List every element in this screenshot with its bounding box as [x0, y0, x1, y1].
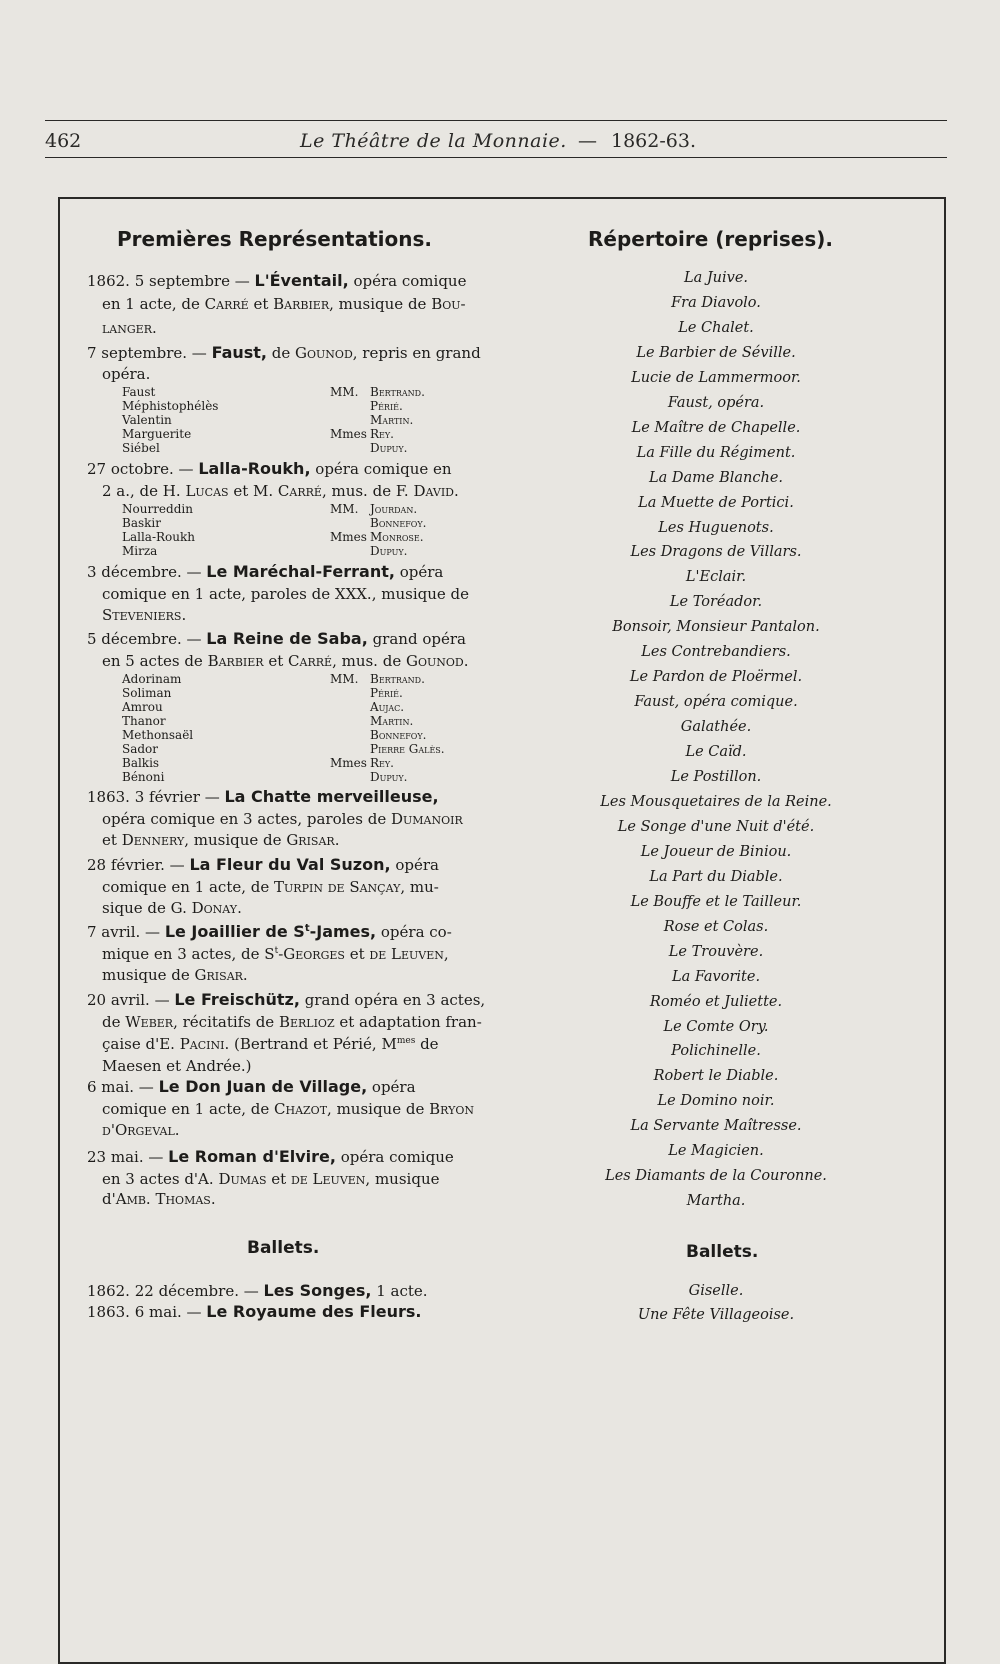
repertoire-item: Le Trouvère.: [668, 943, 764, 960]
repertoire-item: Le Comte Ory.: [663, 1018, 769, 1035]
header-season: 1862-63.: [611, 130, 696, 152]
repertoire-item: Les Huguenots.: [658, 519, 774, 536]
cast-prefix: MM.: [330, 672, 359, 686]
entry-chatte-line1: 1863. 3 février — La Chatte merveilleuse,: [87, 787, 439, 806]
ballet-item: Giselle.: [688, 1283, 744, 1299]
frame-right: [944, 197, 946, 1664]
cast-singer: Martin.: [370, 714, 414, 728]
cast-role: Valentin: [122, 413, 172, 427]
cast-role: Faust: [122, 385, 156, 399]
repertoire-item: Le Postillon.: [670, 769, 762, 785]
entry-roman-line3: d'Amb. Thomas.: [102, 1190, 216, 1208]
cast-singer: Bertrand.: [370, 672, 425, 686]
cast-singer: Dupuy.: [370, 441, 408, 455]
repertoire-item: La Muette de Portici.: [638, 494, 794, 511]
entry-fleur-line2: comique en 1 acte, de Turpin de Sançay, mu-: [102, 878, 439, 896]
repertoire-item: Le Toréador.: [669, 594, 763, 611]
cast-singer: Périé.: [370, 399, 403, 413]
cast-role: Balkis: [122, 756, 160, 770]
cast-singer: Pierre Galès.: [370, 742, 445, 756]
cast-role: Adorinam: [122, 672, 182, 686]
premieres-heading: Premières Représentations.: [117, 227, 433, 251]
entry-fleur-line1: 28 février. — La Fleur du Val Suzon, opéra: [87, 855, 439, 874]
entry-chatte-line3: et Dennery, musique de Grisar.: [102, 831, 340, 849]
repertoire-item: Le Chalet.: [678, 319, 754, 336]
repertoire-item: Les Contrebandiers.: [641, 644, 791, 661]
repertoire-heading: Répertoire (reprises).: [588, 227, 833, 251]
frame-left: [58, 197, 60, 1664]
cast-role: Soliman: [122, 686, 172, 700]
cast-prefix: MM.: [330, 385, 359, 399]
cast-singer: Bonnefoy.: [370, 516, 427, 530]
cast-role: Sador: [122, 742, 159, 756]
entry-eventail-line1: 1862. 5 septembre — L'Éventail, opéra comique: [87, 271, 467, 290]
running-title: Le Théâtre de la Monnaie.: [300, 130, 567, 152]
entry-joaillier-line3: musique de Grisar.: [102, 966, 248, 984]
repertoire-item: Lucie de Lammermoor.: [631, 369, 801, 386]
cast-role: Amrou: [122, 700, 163, 714]
repertoire-item: La Fille du Régiment.: [636, 444, 796, 461]
entry-joaillier-line1: 7 avril. — Le Joaillier de $S^t$-James, opéra co-: [87, 922, 452, 941]
entry-marechal-line1: 3 décembre. — Le Maréchal-Ferrant, opéra: [87, 562, 444, 581]
left-ballets-heading: Ballets.: [247, 1238, 320, 1258]
repertoire-item: Faust, opéra comique.: [634, 694, 798, 711]
entry-donjuan-line3: d'Orgeval.: [102, 1121, 180, 1139]
repertoire-item: La Favorite.: [671, 968, 761, 985]
header-rule-top: [45, 120, 947, 121]
repertoire-item: Galathée.: [680, 719, 752, 736]
repertoire-item: Robert le Diable.: [653, 1068, 779, 1085]
frame-top: [58, 197, 946, 199]
cast-role: Nourreddin: [122, 502, 193, 516]
entry-freischutz-line4: Maesen et Andrée.): [102, 1057, 252, 1075]
cast-singer: Périé.: [370, 686, 403, 700]
entry-roman-line1: 23 mai. — Le Roman d'Elvire, opéra comique: [87, 1147, 454, 1166]
cast-prefix: Mmes: [330, 756, 367, 770]
cast-role: Thanor: [122, 714, 166, 728]
entry-roman-line2: en 3 actes d'A. Dumas et de Leuven, musique: [102, 1170, 440, 1188]
entry-fleur-line3: sique de G. Donay.: [102, 899, 242, 917]
repertoire-item: La Dame Blanche.: [648, 469, 784, 486]
cast-singer: Bonnefoy.: [370, 728, 427, 742]
repertoire-item: La Juive.: [683, 270, 749, 286]
cast-prefix: MM.: [330, 502, 359, 516]
repertoire-item: Les Diamants de la Couronne.: [605, 1168, 827, 1185]
repertoire-item: Le Maître de Chapelle.: [631, 419, 801, 436]
repertoire-item: Le Joueur de Biniou.: [640, 843, 792, 860]
cast-singer: Monrose.: [370, 530, 424, 544]
cast-singer: Bertrand.: [370, 385, 425, 399]
entry-chatte-line2: opéra comique en 3 actes, paroles de Dumanoir: [102, 810, 463, 828]
repertoire-item: Rose et Colas.: [663, 918, 769, 935]
repertoire-item: Le Barbier de Séville.: [636, 344, 796, 361]
entry-donjuan-line2: comique en 1 acte, de Chazot, musique de Bryon: [102, 1100, 474, 1118]
cast-prefix: Mmes: [330, 530, 367, 544]
cast-role: Siébel: [122, 441, 160, 455]
page-number: 462: [45, 130, 82, 152]
repertoire-item: Bonsoir, Monsieur Pantalon.: [612, 619, 820, 636]
entry-donjuan-line1: 6 mai. — Le Don Juan de Village, opéra: [87, 1077, 416, 1096]
entry-freischutz-line3: çaise d'E. Pacini. (Bertrand et Périé, $M^{mes}$ de: [102, 1035, 439, 1053]
ballet-songes: 1862. 22 décembre. — Les Songes, 1 acte.: [87, 1281, 428, 1300]
entry-lalla-line1: 27 octobre. — Lalla-Roukh, opéra comique en: [87, 459, 452, 478]
entry-marechal-line3: Steveniers.: [102, 606, 187, 624]
entry-faust-line2: opéra.: [102, 365, 151, 383]
right-ballets-heading: Ballets.: [686, 1242, 759, 1262]
repertoire-item: Le Bouffe et le Tailleur.: [630, 893, 802, 910]
cast-singer: Dupuy.: [370, 544, 408, 558]
cast-role: Mirza: [122, 544, 158, 558]
repertoire-item: Les Mousquetaires de la Reine.: [600, 793, 832, 810]
cast-role: Lalla-Roukh: [122, 530, 195, 544]
entry-saba-line1: 5 décembre. — La Reine de Saba, grand opéra: [87, 629, 466, 648]
repertoire-item: Le Domino noir.: [657, 1093, 775, 1110]
repertoire-item: La Servante Maîtresse.: [630, 1118, 802, 1135]
entry-lalla-line2: 2 a., de H. Lucas et M. Carré, mus. de F. David.: [102, 482, 459, 500]
entry-freischutz-line2: de Weber, récitatifs de Berlioz et adaptation fran-: [102, 1013, 482, 1031]
header-dash: —: [578, 130, 597, 152]
repertoire-item: Faust, opéra.: [667, 394, 765, 411]
repertoire-item: Le Songe d'une Nuit d'été.: [617, 818, 815, 835]
cast-prefix: Mmes: [330, 427, 367, 441]
cast-singer: Dupuy.: [370, 770, 408, 784]
repertoire-item: Le Caïd.: [685, 744, 747, 761]
entry-eventail-line3: langer.: [102, 319, 157, 337]
entry-marechal-line2: comique en 1 acte, paroles de XXX., musique de: [102, 585, 470, 603]
cast-role: Bénoni: [122, 770, 165, 784]
ballet-royaume: 1863. 6 mai. — Le Royaume des Fleurs.: [87, 1302, 422, 1321]
repertoire-item: Roméo et Juliette.: [649, 993, 783, 1010]
repertoire-item: Le Magicien.: [668, 1143, 764, 1160]
cast-singer: Aujac.: [370, 700, 405, 714]
repertoire-item: Les Dragons de Villars.: [630, 544, 802, 561]
cast-role: Marguerite: [122, 427, 192, 441]
cast-singer: Rey.: [370, 756, 394, 770]
entry-freischutz-line1: 20 avril. — Le Freischütz, grand opéra en 3 actes,: [87, 990, 486, 1009]
repertoire-item: Fra Diavolo.: [671, 294, 761, 311]
cast-singer: Martin.: [370, 413, 414, 427]
entry-faust-line1: 7 septembre. — Faust, de Gounod, repris en grand: [87, 343, 481, 362]
cast-role: Méphistophélès: [122, 399, 219, 413]
repertoire-item: Martha.: [686, 1193, 746, 1210]
cast-singer: Jourdan.: [370, 502, 418, 516]
header-rule-bottom: [45, 157, 947, 158]
cast-singer: Rey.: [370, 427, 394, 441]
repertoire-item: L'Eclair.: [685, 569, 747, 586]
entry-eventail-line2: en 1 acte, de Carré et Barbier, musique de Bou-: [102, 295, 466, 313]
cast-role: Baskir: [122, 516, 161, 530]
cast-role: Methonsaël: [122, 728, 194, 742]
repertoire-item: Polichinelle.: [671, 1043, 761, 1060]
ballet-item: Une Fête Villageoise.: [637, 1307, 795, 1323]
entry-saba-line2: en 5 actes de Barbier et Carré, mus. de Gounod.: [102, 652, 469, 670]
repertoire-item: La Part du Diable.: [649, 868, 783, 885]
repertoire-item: Le Pardon de Ploërmel.: [629, 669, 803, 686]
entry-joaillier-line2: mique en 3 actes, de $S^t$-Georges et de Leuven,: [102, 945, 449, 963]
